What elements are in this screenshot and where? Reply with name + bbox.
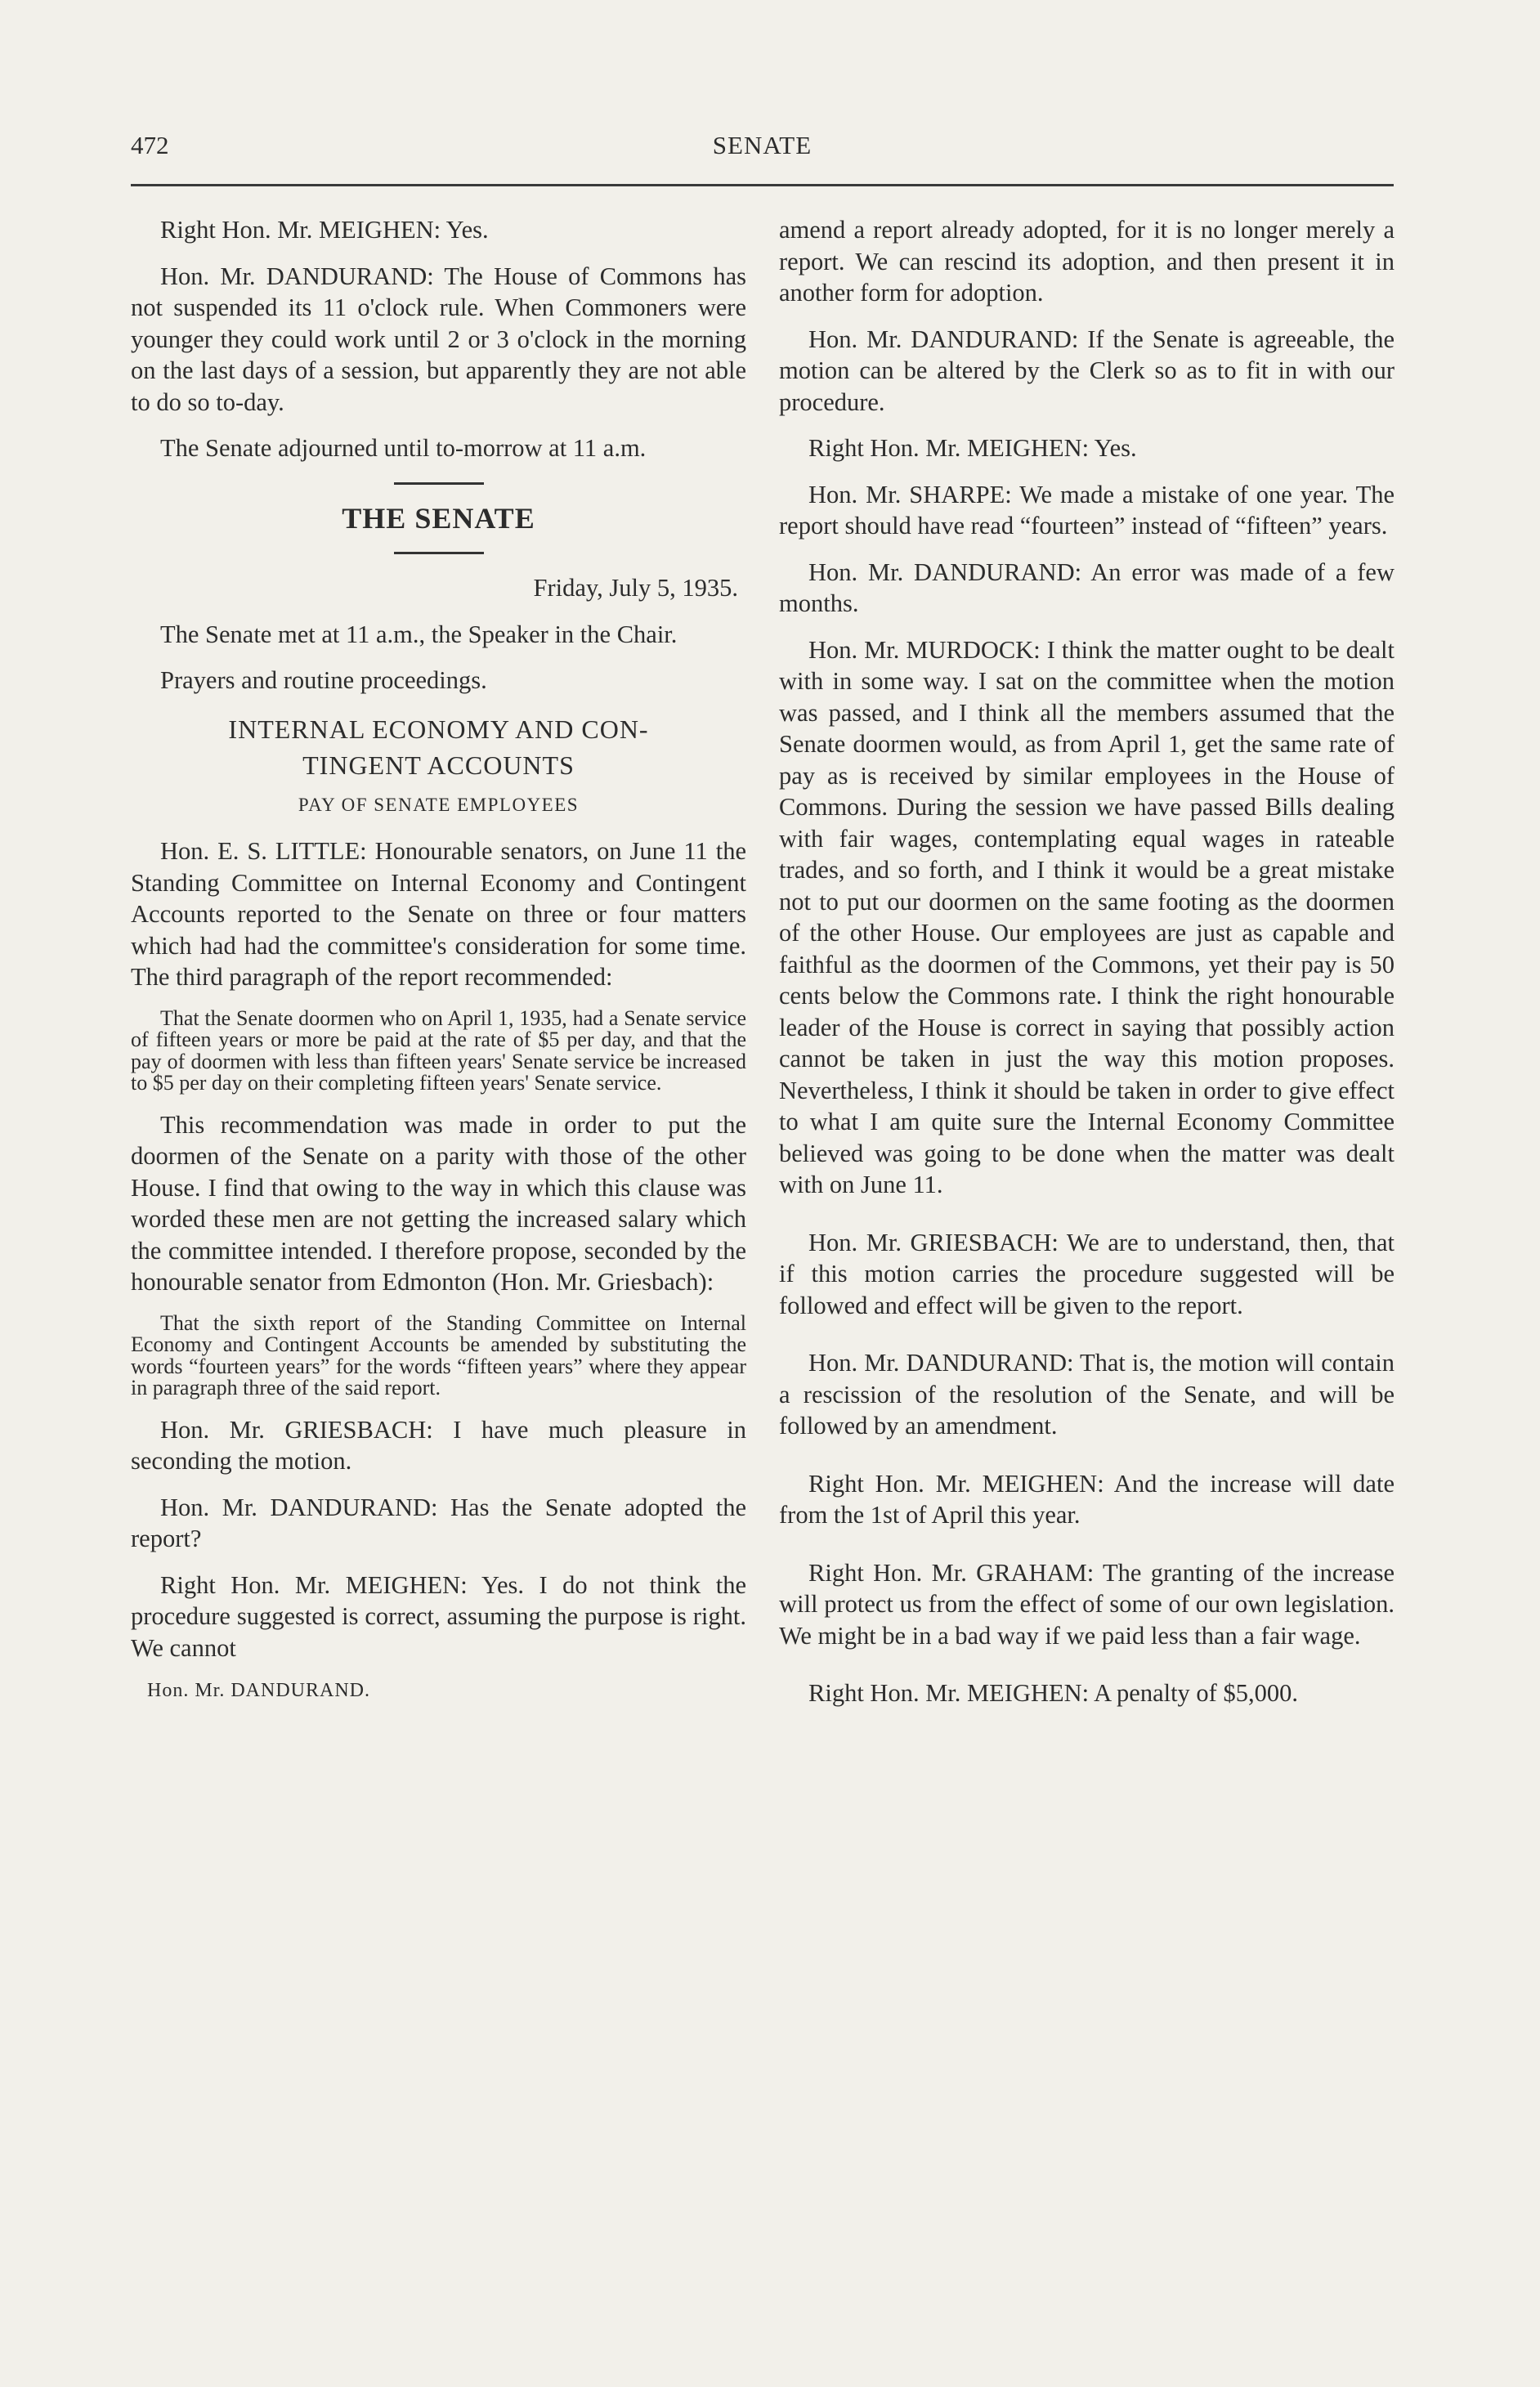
paragraph: Right Hon. Mr. MEIGHEN: And the increase will date from the 1st of April this year. bbox=[779, 1469, 1395, 1529]
paragraph: Hon. Mr. SHARPE: We made a mistake of one year. The report should have read “fourteen” instead of “fifteen” years. bbox=[779, 480, 1395, 540]
paragraph: Right Hon. Mr. MEIGHEN: Yes. I do not think the procedure suggested is correct, assuming the purpose is right. We cannot bbox=[131, 1570, 746, 1662]
paragraph: Prayers and routine proceedings. bbox=[160, 666, 487, 694]
paragraph: This recommendation was made in order to put the doormen of the Senate on a parity with those of the other House. I find that owing to the way in which this clause was worded these men are not getting the increased salary which the committee intended. I therefore propose, seconded by the honourable senator from Edmonton (Hon. Mr. Griesbach): bbox=[131, 1110, 746, 1296]
paragraph: The Senate met at 11 a.m., the Speaker in the Chair. bbox=[160, 620, 678, 648]
paragraph: Hon. Mr. DANDURAND: If the Senate is agreeable, the motion can be altered by the Clerk so as to fit in with our procedure. bbox=[779, 325, 1395, 416]
paragraph: Right Hon. Mr. MEIGHEN: A penalty of $5,000. bbox=[808, 1679, 1298, 1707]
page-header bbox=[131, 123, 1394, 172]
item-heading bbox=[131, 711, 746, 783]
paragraph: Hon. Mr. DANDURAND: An error was made of a few months. bbox=[779, 558, 1395, 617]
header-rule bbox=[131, 184, 1394, 186]
paragraph: The Senate adjourned until to-morrow at 11 a.m. bbox=[160, 434, 647, 462]
item-heading-line: INTERNAL ECONOMY AND CON- bbox=[228, 714, 649, 744]
paragraph: amend a report already adopted, for it is no longer merely a report. We can rescind its adoption, and then present it in another form for adoption. bbox=[779, 216, 1395, 307]
section-divider bbox=[394, 482, 484, 485]
paragraph: Right Hon. Mr. GRAHAM: The granting of the increase will protect us from the effect of some of our own legislation. We might be in a bad way if we paid less than a fair wage. bbox=[779, 1558, 1395, 1650]
paragraph: Hon. Mr. DANDURAND: That is, the motion will contain a rescission of the resolution of the Senate, and will be followed by an amendment. bbox=[779, 1349, 1395, 1440]
left-column bbox=[131, 214, 746, 1707]
spacer bbox=[779, 1666, 1395, 1677]
footer-catchword: Hon. Mr. DANDURAND. bbox=[147, 1680, 371, 1701]
item-subheading: PAY OF SENATE EMPLOYEES bbox=[298, 794, 580, 815]
quoted-recommendation: That the Senate doormen who on April 1, 1935, had a Senate service of fifteen years or more be paid at the rate of $5 per day, and that the pay of doormen with less than fifteen years' Senate service be increased to $5 per day on their completing fifteen years' Senate service. bbox=[131, 1005, 746, 1095]
page-number: 472 bbox=[131, 131, 169, 159]
spacer bbox=[779, 1216, 1395, 1227]
paragraph: Hon. Mr. DANDURAND: The House of Commons has not suspended its 11 o'clock rule. When Commoners were younger they could work until 2 or 3 o'clock in the morning on the last days of a session, but apparently they are not able to do so to-day. bbox=[131, 262, 746, 416]
quoted-motion: That the sixth report of the Standing Committee on Internal Economy and Contingent Accounts be amended by substituting the words “fourteen years” for the words “fifteen years” where they appear in paragraph three of the said report. bbox=[131, 1310, 746, 1400]
paragraph: Hon. Mr. GRIESBACH: I have much pleasure in seconding the motion. bbox=[131, 1415, 746, 1475]
paragraph: Hon. Mr. GRIESBACH: We are to understand, then, that if this motion carries the procedure suggested will be followed and effect will be given to the report. bbox=[779, 1228, 1395, 1319]
sitting-date: Friday, July 5, 1935. bbox=[533, 574, 738, 602]
item-heading-line: TINGENT ACCOUNTS bbox=[302, 750, 575, 780]
right-column bbox=[779, 214, 1395, 1724]
spacer bbox=[779, 1546, 1395, 1557]
paragraph: Hon. Mr. MURDOCK: I think the matter ought to be dealt with in some way. I sat on the committee when the motion was passed, and I think all the members assumed that the Senate doormen would, as from April 1, get the same rate of pay as is received by similar employees in the House of Commons. During the session we have passed Bills dealing with fair wages, contemplating equal wages in rateable trades, and so forth, and I think it would be a great mistake not to put our doormen on the same footing as the doormen of the other House. Our employees are just as capable and faithful as the doormen of the Commons, yet their pay is 50 cents below the Commons rate. I think the right honourable leader of the House is correct in saying that possibly action cannot be taken in just the way this motion proposes. Nevertheless, I think it should be taken in order to give effect to what I am quite sure the Internal Economy Committee believed was going to be done when the matter was dealt with on June 11. bbox=[779, 635, 1395, 1198]
running-head: SENATE bbox=[712, 131, 813, 159]
paragraph: Right Hon. Mr. MEIGHEN: Yes. bbox=[808, 434, 1137, 462]
section-title: THE SENATE bbox=[342, 501, 535, 535]
paragraph: Hon. E. S. LITTLE: Honourable senators, on June 11 the Standing Committee on Internal Economy and Contingent Accounts reported to the Senate on three or four matters which had had the committee's consideration for some time. The third paragraph of the report recommended: bbox=[131, 837, 746, 991]
section-divider bbox=[394, 552, 484, 554]
paragraph: Right Hon. Mr. MEIGHEN: Yes. bbox=[160, 216, 489, 244]
spacer bbox=[779, 1457, 1395, 1468]
spacer bbox=[779, 1336, 1395, 1347]
paragraph: Hon. Mr. DANDURAND: Has the Senate adopted the report? bbox=[131, 1493, 746, 1552]
